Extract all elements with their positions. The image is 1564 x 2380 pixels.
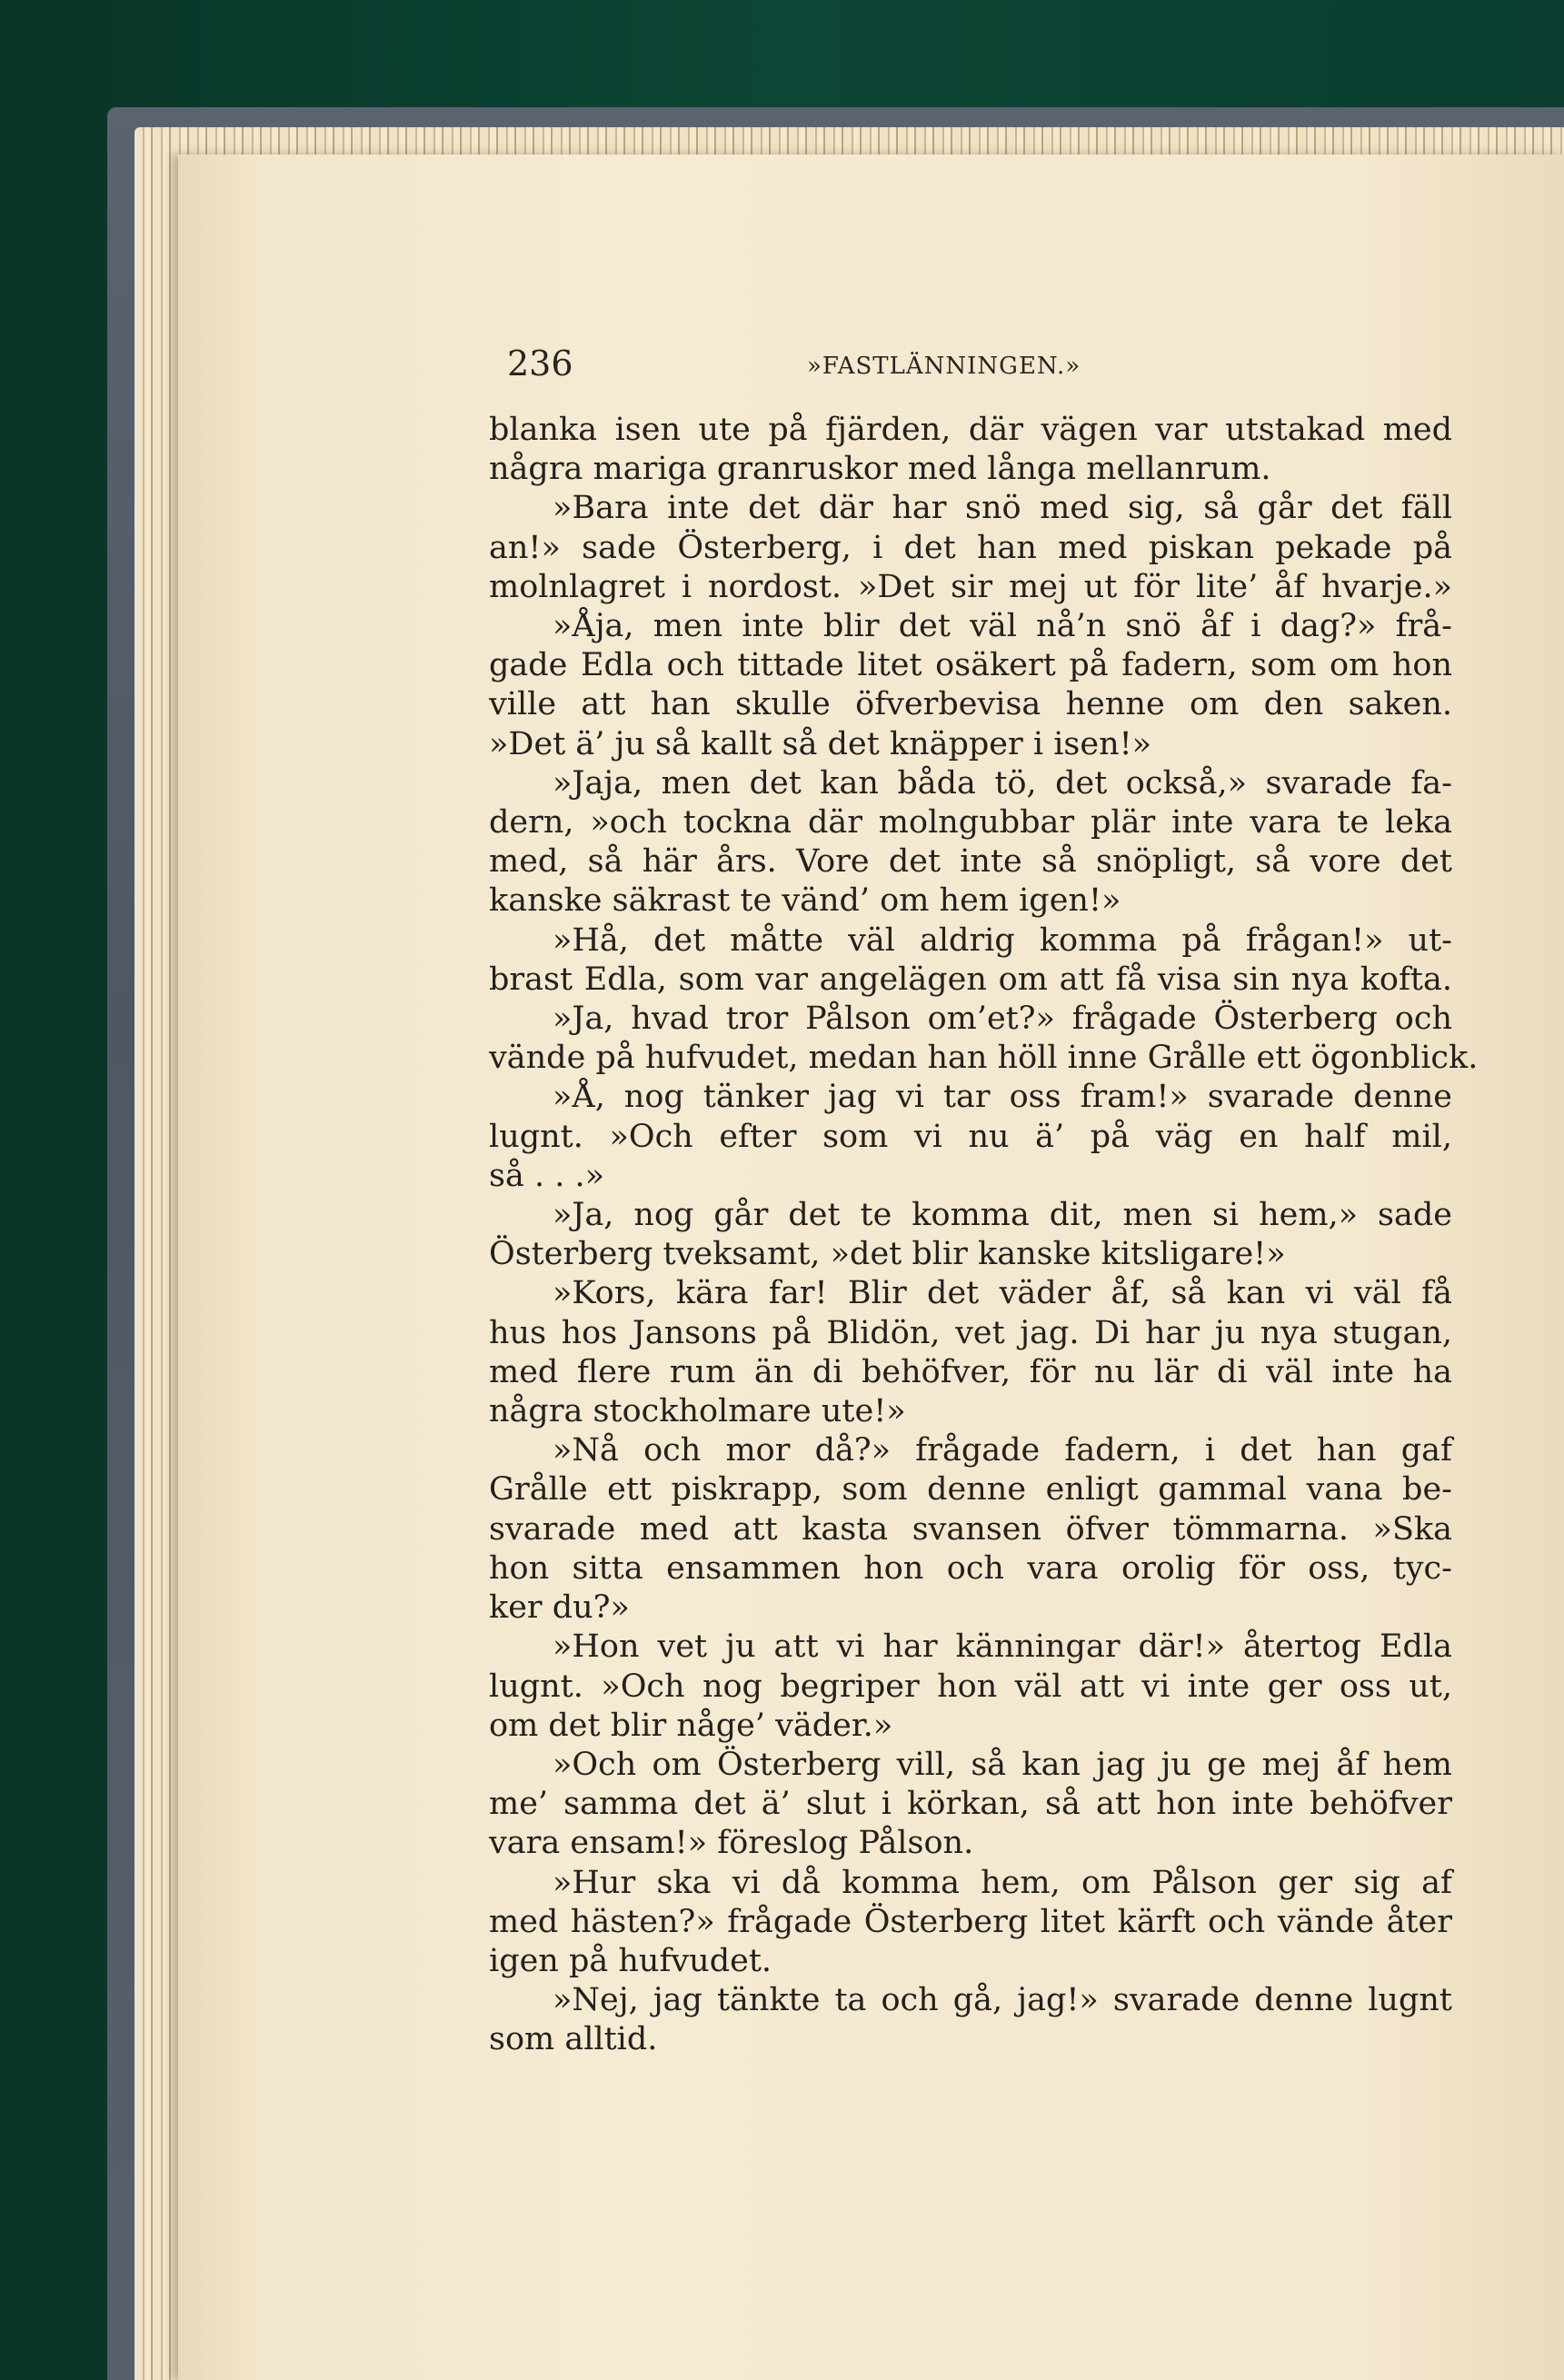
text-line: dern, »och tockna där molngubbar plär inte vara te leka xyxy=(489,804,1452,841)
text-line: kanske säkrast te vänd’ om hem igen!» xyxy=(489,882,1121,920)
text-line: »Hur ska vi då komma hem, om Pålson ger sig af xyxy=(553,1864,1452,1901)
text-line: »Hå, det måtte väl aldrig komma på frågan!» ut- xyxy=(553,921,1452,959)
text-line: hon sitta ensammen hon och vara orolig för oss, tyc- xyxy=(489,1549,1452,1587)
text-line: »Ja, hvad tror Pålson om’et?» frågade Österberg och xyxy=(553,1001,1452,1038)
text-line: »Nej, jag tänkte ta och gå, jag!» svarade denne lugnt xyxy=(553,1982,1452,2019)
text-line: vände på hufvudet, medan han höll inne Grålle ett ögonblick. xyxy=(489,1040,1479,1077)
text-line: me’ samma det ä’ slut i körkan, så att hon inte behöfver xyxy=(489,1786,1452,1823)
text-line: »Å, nog tänker jag vi tar oss fram!» svarade denne xyxy=(553,1079,1452,1116)
text-line: med flere rum än di behöfver, för nu lär di väl inte ha xyxy=(489,1353,1452,1390)
text-line: några mariga granruskor med långa mellanrum. xyxy=(489,451,1271,488)
text-line: svarade med att kasta svansen öfver tömmarna. »Ska xyxy=(489,1510,1452,1548)
text-line: hus hos Jansons på Blidön, vet jag. Di har ju nya stugan, xyxy=(489,1314,1452,1351)
text-line: »Bara inte det där har snö med sig, så går det fäll xyxy=(553,490,1452,527)
text-line: Grålle ett piskrapp, som denne enligt gammal vana be- xyxy=(489,1471,1452,1509)
page-number: 236 xyxy=(507,344,573,383)
text-line: gade Edla och tittade litet osäkert på fadern, som om hon xyxy=(489,647,1452,684)
text-line: så . . .» xyxy=(489,1157,604,1194)
text-line: an!» sade Österberg, i det han med piskan pekade på xyxy=(489,529,1452,566)
text-line: blanka isen ute på fjärden, där vägen var utstakad med xyxy=(489,412,1452,448)
text-line: »Kors, kära far! Blir det väder åf, så kan vi väl få xyxy=(553,1275,1452,1312)
text-line: brast Edla, som var angelägen om att få visa sin nya kofta. xyxy=(489,961,1452,998)
text-line: igen på hufvudet. xyxy=(489,1942,772,1979)
text-line: med hästen?» frågade Österberg litet kärft och vände åter xyxy=(489,1903,1452,1940)
text-line: ker du?» xyxy=(489,1589,630,1627)
running-head: »FASTLÄNNINGEN.» xyxy=(807,353,1081,380)
text-line: »Hon vet ju att vi har känningar där!» återtog Edla xyxy=(553,1628,1452,1666)
text-line: med, så här års. Vore det inte så snöpligt, så vore det xyxy=(489,843,1452,881)
text-line: Österberg tveksamt, »det blir kanske kitsligare!» xyxy=(489,1236,1286,1273)
text-line: »Det ä’ ju så kallt så det knäpper i isen!» xyxy=(489,725,1152,762)
text-line: lugnt. »Och efter som vi nu ä’ på väg en half mil, xyxy=(489,1118,1452,1155)
text-line: »Och om Österberg vill, så kan jag ju ge mej åf hem xyxy=(553,1746,1452,1783)
page-header xyxy=(507,344,1452,398)
text-line: »Åja, men inte blir det väl nå’n snö åf i dag?» frå- xyxy=(553,608,1452,645)
text-line: vara ensam!» föreslog Pålson. xyxy=(489,1825,974,1862)
text-line: några stockholmare ute!» xyxy=(489,1393,906,1430)
text-line: molnlagret i nordost. »Det sir mej ut för lite’ åf hvarje.» xyxy=(489,568,1452,605)
text-line: »Ja, nog går det te komma dit, men si hem,» sade xyxy=(553,1197,1452,1234)
text-line: ville att han skulle öfverbevisa henne om den saken. xyxy=(489,686,1452,723)
text-line: lugnt. »Och nog begriper hon väl att vi inte ger oss ut, xyxy=(489,1668,1452,1705)
body-text xyxy=(489,411,1479,2060)
text-line: som alltid. xyxy=(489,2021,658,2058)
text-line: »Jaja, men det kan båda tö, det också,» svarade fa- xyxy=(553,764,1452,802)
text-line: om det blir någe’ väder.» xyxy=(489,1707,893,1744)
text-line: »Nå och mor då?» frågade fadern, i det han gaf xyxy=(553,1432,1452,1469)
